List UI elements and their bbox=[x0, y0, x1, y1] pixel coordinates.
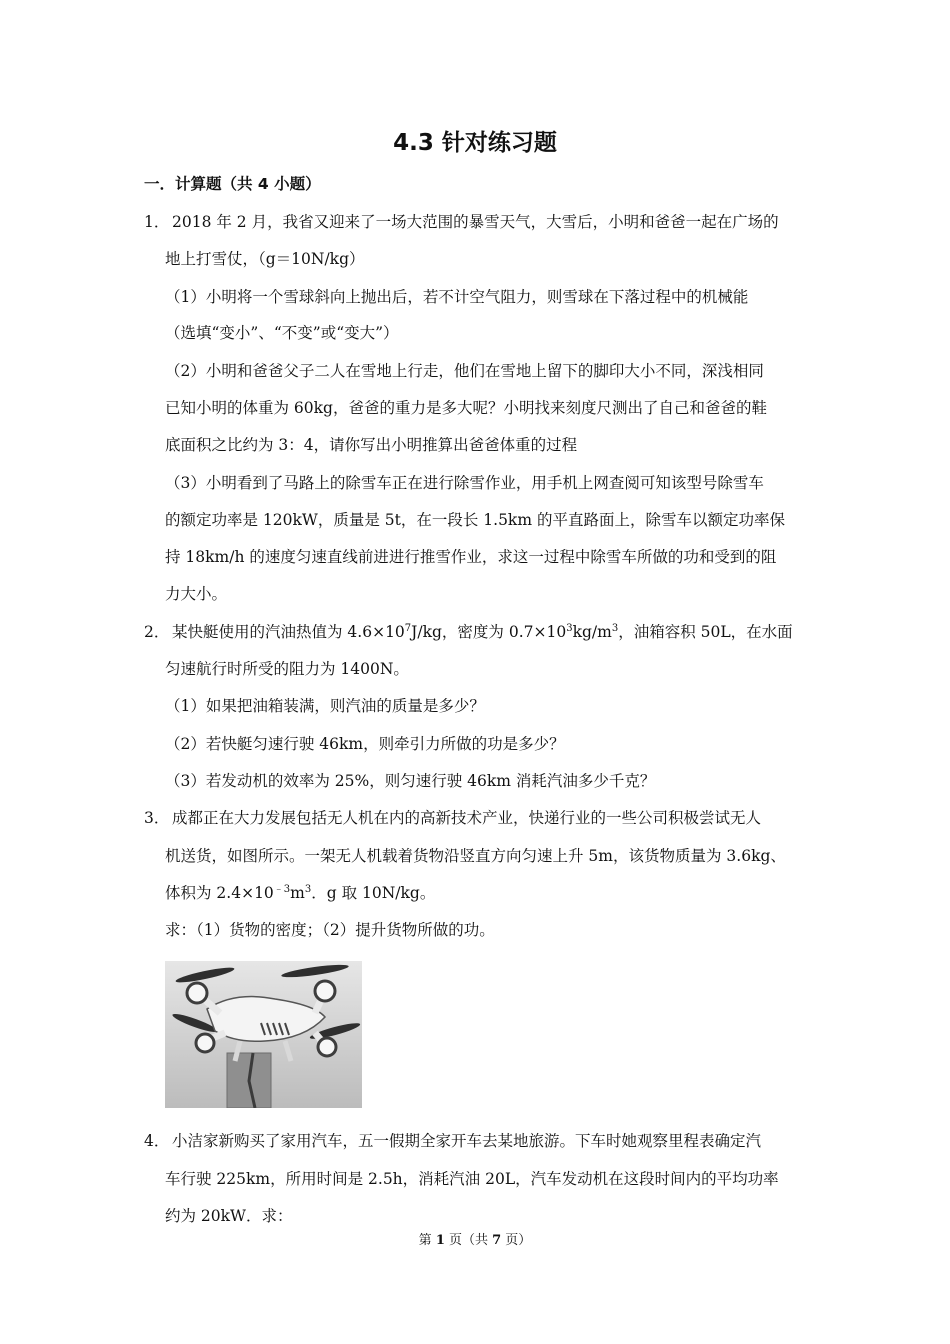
motor-shape bbox=[315, 981, 335, 1001]
sub-question: 持 18km/h 的速度匀速直线前进进行推雪作业，求这一过程中除雪车所做的功和受到的阻 bbox=[165, 548, 777, 566]
question-number: 2． bbox=[144, 623, 170, 641]
question-text: 匀速航行时所受的阻力为 1400N。 bbox=[165, 660, 409, 678]
sub-question: （选填“变小”、“不变”或“变大”） bbox=[165, 324, 399, 342]
question-text: 某快艇使用的汽油热值为 $4.6\times 10^7J/kg$，密度为 $0.7\times 10^3kg/m^3$，油箱容积 50L，在水面 bbox=[172, 622, 793, 641]
total-page-count: 7 bbox=[492, 1233, 502, 1248]
sub-question: 的额定功率是 120kW，质量是 5t，在一段长 1.5km 的平直路面上，除雪车以额定功率保 bbox=[165, 511, 785, 529]
motor-shape bbox=[196, 1034, 214, 1052]
drone-photo bbox=[165, 961, 362, 1108]
question-ask: 求：（1）货物的密度；（2）提升货物所做的功。 bbox=[165, 921, 495, 939]
question-text: 2018 年 2 月，我省又迎来了一场大范围的暴雪天气，大雪后，小明和爸爸一起在广场的 bbox=[172, 213, 779, 231]
drone-illustration bbox=[165, 961, 362, 1108]
sub-question: 力大小。 bbox=[165, 585, 228, 603]
sub-question: 底面积之比约为 3：4，请你写出小明推算出爸爸体重的过程 bbox=[165, 436, 578, 454]
motor-shape bbox=[187, 983, 207, 1003]
question-text: 小洁家新购买了家用汽车，五一假期全家开车去某地旅游。下车时她观察里程表确定汽 bbox=[172, 1132, 762, 1150]
question-text: 机送货，如图所示。一架无人机载着货物沿竖直方向匀速上升 5m，该货物质量为 3.6kg、 bbox=[165, 847, 786, 865]
question-text: 约为 20kW．求： bbox=[165, 1207, 293, 1225]
current-page-number: 1 bbox=[435, 1233, 445, 1248]
rotor-blade bbox=[175, 965, 235, 985]
motor-shape bbox=[318, 1038, 336, 1056]
rotor-blade bbox=[281, 962, 349, 979]
question-number: 1． bbox=[144, 213, 170, 231]
sub-question: （2）小明和爸爸父子二人在雪地上行走，他们在雪地上留下的脚印大小不同，深浅相同 bbox=[165, 362, 764, 380]
section-heading: 一．计算题（共 4 小题） bbox=[144, 175, 321, 193]
question-text: 车行驶 225km，所用时间是 2.5h，消耗汽油 20L，汽车发动机在这段时间内的平均功率 bbox=[165, 1170, 779, 1188]
question-number: 4． bbox=[144, 1132, 170, 1150]
question-text: 成都正在大力发展包括无人机在内的高新技术产业，快递行业的一些公司积极尝试无人 bbox=[172, 809, 762, 827]
sub-question: （1）如果把油箱装满，则汽油的质量是多少？ bbox=[165, 697, 485, 715]
sub-question: （3）小明看到了马路上的除雪车正在进行除雪作业，用手机上网查阅可知该型号除雪车 bbox=[165, 474, 764, 492]
sub-question: （1）小明将一个雪球斜向上抛出后，若不计空气阻力，则雪球在下落过程中的机械能 bbox=[165, 288, 749, 306]
question-number: 3． bbox=[144, 809, 170, 827]
sub-question: （3）若发动机的效率为 25%，则匀速行驶 46km 消耗汽油多少千克？ bbox=[165, 772, 656, 790]
question-text: 体积为 $2.4\times 10^{﹣3}m^3$．g 取 10N/kg。 bbox=[165, 883, 436, 902]
sub-question: 已知小明的体重为 60kg，爸爸的重力是多大呢？小明找来刻度尺测出了自己和爸爸的鞋 bbox=[165, 399, 767, 417]
question-text: 地上打雪仗，（g＝10N/kg） bbox=[165, 250, 365, 268]
page-title: 4.3 针对练习题 bbox=[393, 130, 557, 156]
page-footer: 第 1 页（共 7 页） bbox=[418, 1233, 532, 1248]
sub-question: （2）若快艇匀速行驶 46km，则牵引力所做的功是多少？ bbox=[165, 735, 565, 753]
